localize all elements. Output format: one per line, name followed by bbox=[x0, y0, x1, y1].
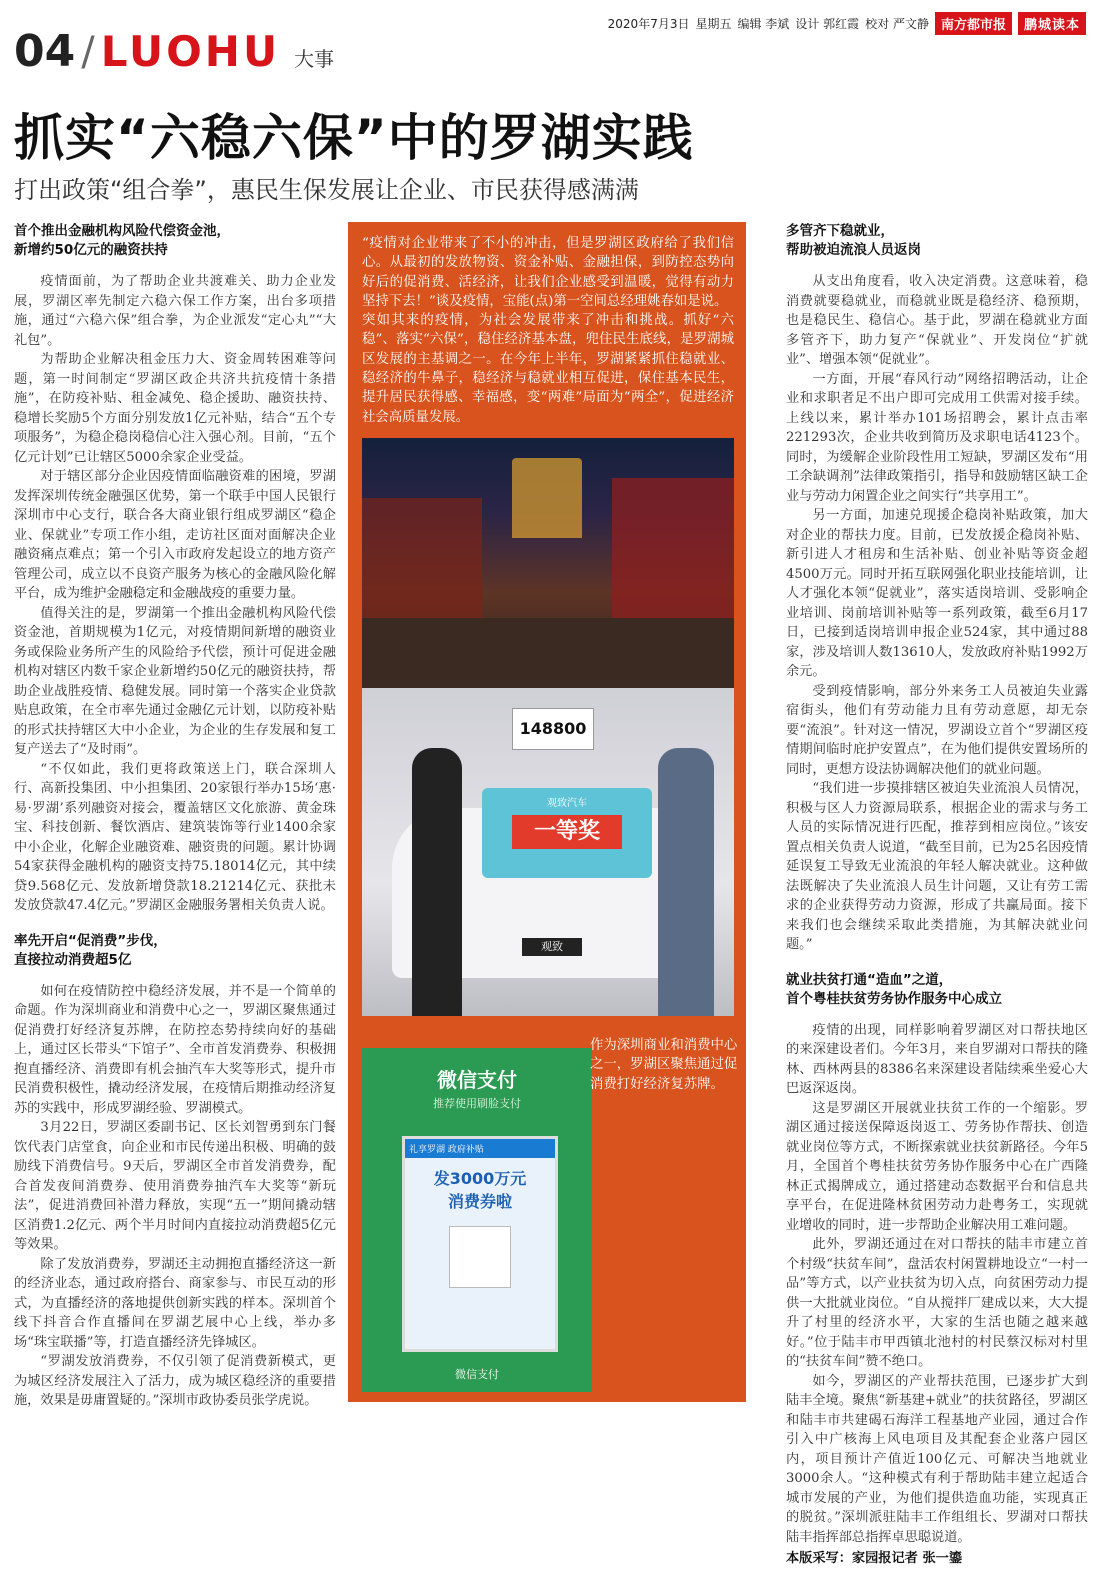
price-tag: 148800 bbox=[512, 708, 594, 750]
left-section-heading-1 bbox=[14, 222, 336, 260]
pay-screen bbox=[402, 1136, 558, 1352]
person-shape bbox=[412, 748, 462, 1016]
spacer bbox=[14, 916, 336, 932]
qr-code-icon bbox=[449, 1226, 511, 1288]
heading-line: 率先开启“促消费”步伐， bbox=[14, 932, 167, 949]
left-column bbox=[14, 222, 336, 1411]
paragraph: 此外，罗湖还通过在对口帮扶的陆丰市建立首个村级“扶贫车间”，盘活农村闲置耕地设立“一村一品”等方式，以产业扶贫为切入点，向贫困劳动力提供一大批就业岗位。“自从搅拌厂建成以来，大大提升了村里的经济水平，大家的生活也随之越来越好。”位于陆丰市甲西镇北池村的村民蔡汉标对村里的“扶贫车间”赞不绝口。 bbox=[786, 1237, 1088, 1369]
paragraph: 为帮助企业解决租金压力大、资金周转困难等问题，第一时间制定“罗湖区政企共济共抗疫情十条措施”，在防疫补贴、租金减免、稳企援助、融资扶持、稳增长奖励5个方面分别发放1亿元补贴，结合“五个专项服务”，为稳企稳岗稳信心注入强心剂。目前，“五个亿元计划”已让辖区5000余家企业受益。 bbox=[14, 352, 336, 465]
center-feature-panel bbox=[348, 222, 746, 1402]
paragraph: 对于辖区部分企业因疫情面临融资难的困境，罗湖发挥深圳传统金融强区优势，第一个联手中国人民银行深圳市中心支行，联合各大商业银行组成罗湖区“稳企业、保就业”专项工作小组，走访社区面对面解决企业融资痛点难点；第一个引入市政府发起设立的地方资产管理公司，成立以不良资产服务为核心的金融风险化解平台，成为维护金融稳定和金融战疫的重要力量。 bbox=[14, 469, 336, 601]
building-shape bbox=[612, 478, 734, 618]
paragraph: 突如其来的疫情，为社会发展带来了冲击和挑战。抓好“六稳”、落实“六保”，稳住经济基本盘，兜住民生底线，是罗湖城区发展的主基调之一。在今年上半年，罗湖紧紧抓住稳就业、稳经济的牛鼻子，稳经济与稳就业相互促进，保住基本民生，提升居民获得感、幸福感，变“两难”局面为“两全”，促进经济社会高质量发展。 bbox=[362, 313, 734, 425]
crowd-shape bbox=[362, 618, 734, 688]
wechat-pay-title: 微信支付 bbox=[437, 1068, 517, 1092]
heading-line: 新增约50亿元的融资扶持 bbox=[14, 242, 168, 258]
page-header bbox=[14, 26, 335, 77]
car-plate: 观致 bbox=[522, 938, 582, 956]
street-night-photo bbox=[362, 438, 734, 688]
person-shape bbox=[658, 748, 714, 1016]
paragraph: 3月22日，罗湖区委副书记、区长刘智勇到东门餐饮代表门店堂食，向企业和市民传递出积极、明确的鼓励线下消费信号。9天后，罗湖区全市首发消费券，配合首发夜间消费券、使用消费券抽汽车大奖等“新玩法”，促进消费回补潜力释放，实现“五一”期间撬动辖区消费1.2亿元、两个半月时间内直接拉动消费超5亿元等效果。 bbox=[14, 1120, 336, 1252]
prize-board-top: 观致汽车 bbox=[547, 798, 587, 809]
paragraph: 疫情面前，为了帮助企业共渡难关、助力企业发展，罗湖区率先制定六稳六保工作方案，出台多项措施，通过“六稳六保”组合拳，为企业派发“定心丸”“大礼包”。 bbox=[14, 274, 336, 348]
heading-line: 直接拉动消费超5亿 bbox=[14, 951, 132, 968]
paragraph: 如今，罗湖区的产业帮扶范围，已逐步扩大到陆丰全境。聚焦“新基建+就业”的扶贫路径，罗湖区和陆丰市共建碣石海洋工程基地产业园，通过合作引入中广核海上风电项目及其配套企业落户园区内，项目预计产值近100亿元、可解决当地就业3000余人。“这种模式有利于帮助陆丰建立起适合城市发展的产业，为他们提供造血功能，实现真正的脱贫。”深圳派驻陆丰工作组组长、罗湖对口帮扶陆丰指挥部总指挥卓思聪说道。 bbox=[786, 1373, 1088, 1545]
masthead bbox=[608, 12, 1086, 35]
pagoda-shape bbox=[512, 458, 582, 538]
edition-logo: 鹏城读本 bbox=[1018, 12, 1086, 35]
issue-date: 2020年7月3日 bbox=[607, 17, 690, 31]
section-name: 大事 bbox=[294, 47, 335, 71]
left-section-heading-2 bbox=[14, 932, 336, 970]
byline: 本版采写：家园报记者 张一鎏 bbox=[786, 1551, 963, 1566]
heading-line: 首个推出金融机构风险代偿资金池， bbox=[14, 223, 230, 239]
paragraph: 另一方面，加速兑现援企稳岗补贴政策，加大对企业的帮扶力度。目前，已发放援企稳岗补贴、新引进人才租房和生活补贴、创业补贴等资金超4500万元。同时开拓互联网强化职业技能培训，让人才强化本领“促就业”，落实适岗培训、受影响企业培训、岗前培训补贴等一系列政策，截至6月17日，已接到适岗培训申报企业524家，其中通过88家，涉及培训人数13610人，发放政府补贴1992万余元。 bbox=[786, 508, 1088, 679]
paragraph: “我们进一步摸排辖区被迫失业流浪人员情况，积极与区人力资源局联系，根据企业的需求与务工人员的实际情况进行匹配，推荐到相应岗位。”该安置点相关负责人说道，“截至目前，已为25名因疫情延误复工导致无业流浪的年轻人解决就业。这种做法既解决了失业流浪人员生计问题，又让有劳工需求的企业获得劳动力资源，形成了共赢局面。接下来我们也会继续采取此类措施，为其解决就业问题。” bbox=[786, 781, 1088, 952]
designer-credit: 设计 郭红霞 bbox=[795, 17, 860, 31]
prize-board bbox=[482, 788, 652, 878]
screen-top: 礼享罗湖 政府补贴 bbox=[405, 1139, 555, 1158]
page-title: 抓实“六稳六保”中的罗湖实践 bbox=[14, 109, 694, 167]
screen-big-1: 发3000万元 bbox=[433, 1169, 527, 1188]
car-prize-photo bbox=[362, 688, 734, 1016]
paragraph: 如何在疫情防控中稳经济发展，并不是一个简单的命题。作为深圳商业和消费中心之一，罗湖区聚焦通过促消费打好经济复苏牌，在防控态势持续向好的基础上，通过区长带头“下馆子”、全市首发消费券、积极拥抱直播经济、消费即有机会抽汽车大奖等形式，提升市民消费积极性，撬动经济发展，在疫情后期推动经济复苏的实践中，形成罗湖经验、罗湖模式。 bbox=[14, 983, 336, 1116]
prize-label: 一等奖 bbox=[512, 815, 622, 849]
page-number: 04 bbox=[14, 26, 76, 77]
quote-paragraph: “疫情对企业带来了不小的冲击，但是罗湖区政府给了我们信心。从最初的发放物资、资金补贴、金融担保，到防控态势向好后的促消费、活经济，让我们企业感受到温暖，觉得有动力坚持下去！”谈及疫情，宝能(点)第一空间总经理姚春如是说。 bbox=[362, 236, 734, 309]
heading-line: 首个粤桂扶贫劳务协作服务中心成立 bbox=[786, 990, 1002, 1007]
district-name: LUOHU bbox=[100, 27, 281, 76]
slash-divider: / bbox=[81, 29, 95, 75]
heading-line: 帮助被迫流浪人员返岗 bbox=[786, 242, 921, 258]
paragraph: 一方面，开展“春风行动”网络招聘活动，让企业和求职者足不出户即可完成用工供需对接手续。上线以来，累计举办101场招聘会，累计点击率221293次，企业共收到简历及求职电话4123个。同时，为缓解企业阶段性用工短缺，罗湖区发布“用工余缺调剂”法律政策指引，指导和鼓励辖区缺工企业与劳动力闲置企业之间实行“共享用工”。 bbox=[786, 371, 1088, 504]
editor-credit: 编辑 李斌 bbox=[737, 17, 790, 31]
center-text bbox=[362, 234, 734, 427]
right-column bbox=[786, 222, 1088, 1569]
paragraph: 除了发放消费券，罗湖还主动拥抱直播经济这一新的经济业态，通过政府搭台、商家参与、市民互动的形式，为直播经济的落地提供创新实践的样本。深圳首个线下抖音合作直播间在罗湖艺展中心上线，举办多场“珠宝联播”等，打造直播经济先锋城区。 bbox=[14, 1256, 336, 1350]
newspaper-logo: 南方都市报 bbox=[935, 12, 1012, 35]
paragraph: 受到疫情影响，部分外来务工人员被迫失业露宿街头，他们有劳动能力且有劳动意愿，却无奈要“流浪”。针对这一情况，罗湖设立首个“罗湖区疫情期间临时庇护安置点”，在为他们提供安置场所的同时，更想方设法协调解决他们的就业问题。 bbox=[786, 683, 1088, 777]
paragraph: 疫情的出现，同样影响着罗湖区对口帮扶地区的来深建设者们。今年3月，来自罗湖对口帮扶的隆林、西林两县的8386名来深建设者陆续乘坐爱心大巴返深返岗。 bbox=[786, 1022, 1088, 1096]
right-section-heading-2 bbox=[786, 971, 1088, 1009]
wechat-pay-photo bbox=[362, 1048, 592, 1392]
building-shape bbox=[362, 498, 482, 618]
paragraph: 值得关注的是，罗湖第一个推出金融机构风险代偿资金池，首期规模为1亿元，对疫情期间新增的融资业务或保险业务所产生的风险给予代偿，预计可促进金融机构对辖区内数千家企业新增约50亿元的融资扶持，帮助企业战胜疫情、稳健发展。同时第一个落实企业贷款贴息政策，在全市率先通过金融亿元计划，以防疫补贴的形式扶持辖区大中小企业，为企业的生存发展和复工复产送去了“及时雨”。 bbox=[14, 605, 336, 757]
screen-big-2: 消费券啦 bbox=[447, 1192, 512, 1211]
page-subtitle: 打出政策“组合拳”，惠民生保发展让企业、市民获得感满满 bbox=[14, 176, 639, 204]
right-section-heading-1 bbox=[786, 222, 1088, 260]
spacer bbox=[786, 955, 1088, 971]
heading-line: 就业扶贫打通“造血”之道， bbox=[786, 971, 953, 988]
paragraph: 这是罗湖区开展就业扶贫工作的一个缩影。罗湖区通过接送保障返岗返工、劳务协作帮扶、创造就业岗位等方式，不断探索就业扶贫新路径。今年5月，全国首个粤桂扶贫劳务协作服务中心在广西隆林正式揭牌成立，通过搭建动态数据平台和信息共享平台，在促进隆林贫困劳动力赴粤务工，实现就业增收的同时，进一步帮助企业解决用工难问题。 bbox=[786, 1100, 1088, 1233]
paragraph: “不仅如此，我们更将政策送上门，联合深圳人行、高新投集团、中小担集团、20家银行举办15场‘惠·易·罗湖’系列融资对接会，覆盖辖区文化旅游、黄金珠宝、科技创新、餐饮酒店、建筑装饰等行业1400余家中小企业，化解企业融资难、融资贵的问题。累计协调54家获得金融机构的融资支持75.18014亿元，其中续贷9.568亿元、发放新增贷款18.21214亿元、获批未发放贷款47.4亿元。”罗湖区金融服务署相关负责人说。 bbox=[14, 761, 336, 913]
issue-weekday: 星期五 bbox=[695, 17, 732, 31]
paragraph: 从支出角度看，收入决定消费。这意味着，稳消费就要稳就业，而稳就业既是稳经济、稳预期，也是稳民生、稳信心。基于此，罗湖在稳就业方面多管齐下，助力复产“保就业”、开发岗位“扩就业”、增强本领“促就业”。 bbox=[786, 274, 1088, 367]
photo-caption: 作为深圳商业和消费中心之一，罗湖区聚焦通过促消费打好经济复苏牌。 bbox=[590, 1038, 738, 1092]
proofreader-credit: 校对 严文静 bbox=[865, 17, 929, 31]
paragraph: “罗湖发放消费券，不仅引领了促消费新模式，更为城区经济发展注入了活力，成为城区稳经济的重要措施，效果是毋庸置疑的。”深圳市政协委员张学虎说。 bbox=[14, 1354, 336, 1408]
wechat-pay-bottom: 微信支付 bbox=[455, 1368, 499, 1381]
heading-line: 多管齐下稳就业， bbox=[786, 223, 894, 239]
wechat-pay-sub: 推荐使用刷脸支付 bbox=[433, 1097, 521, 1110]
